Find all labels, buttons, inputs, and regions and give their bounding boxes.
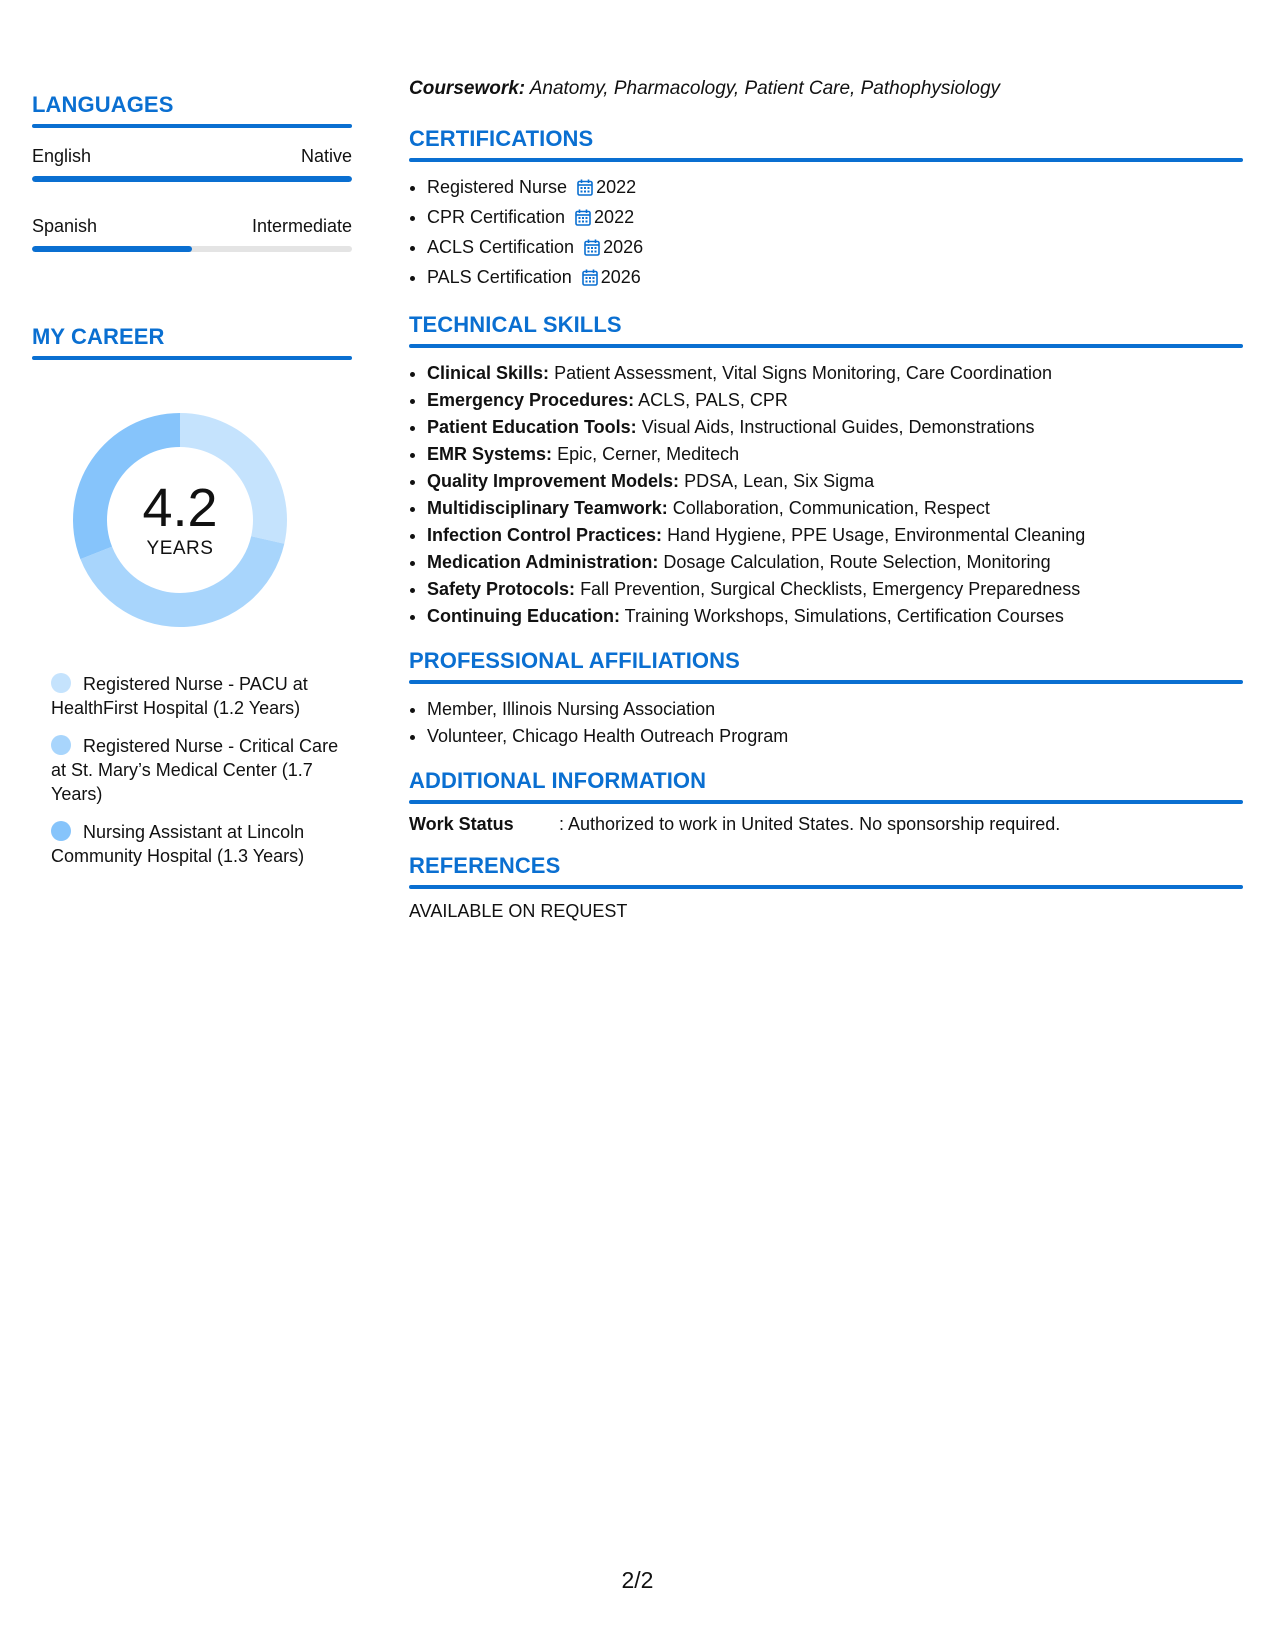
section-divider [409,158,1243,162]
skill-item [427,414,1243,441]
references-section [409,853,1243,922]
career-section [32,324,352,868]
career-total-unit: YEARS [146,538,214,559]
skill-label: Safety Protocols: [427,579,576,599]
section-divider [409,680,1243,684]
work-status-value: : Authorized to work in United States. No sponsorship required. [559,814,1061,834]
section-divider [409,885,1243,889]
skill-item [427,576,1243,603]
certifications-section [409,126,1243,294]
additional-info-section [409,768,1243,835]
skill-item [427,387,1243,414]
skill-item [427,360,1243,387]
legend-dot-icon [51,821,71,841]
certification-item [427,204,1243,234]
skill-item [427,495,1243,522]
language-row [32,216,352,237]
page-number: 2/2 [621,1567,654,1593]
language-item [32,146,352,182]
donut-center [64,404,296,636]
skill-label: Emergency Procedures: [427,390,635,410]
certification-name: ACLS Certification [427,237,575,257]
skill-value: Hand Hygiene, PPE Usage, Environmental Cleaning [667,525,1086,545]
skill-label: Patient Education Tools: [427,417,637,437]
language-proficiency-bar [32,176,352,182]
language-name: English [32,146,92,166]
career-legend-item [51,820,341,868]
calendar-icon [582,267,598,294]
affiliations-list [409,696,1243,750]
certification-name: Registered Nurse [427,177,568,197]
language-name: Spanish [32,216,98,236]
certification-name: CPR Certification [427,207,566,227]
skill-label: EMR Systems: [427,444,553,464]
skill-label: Medication Administration: [427,552,659,572]
coursework-value: Anatomy, Pharmacology, Patient Care, Pathophysiology [529,78,1001,99]
career-total-years: 4.2 [142,478,218,538]
calendar-icon [577,177,593,204]
work-status-label: Work Status [409,814,514,834]
calendar-icon [575,207,591,234]
certification-item [427,264,1243,294]
certification-year: 2026 [600,267,641,287]
skill-value: Visual Aids, Instructional Guides, Demonstrations [641,417,1035,437]
skill-label: Infection Control Practices: [427,525,663,545]
certification-year: 2022 [594,207,635,227]
skill-value: Dosage Calculation, Route Selection, Monitoring [663,552,1051,572]
additional-info-heading: ADDITIONAL INFORMATION [409,768,707,793]
affiliations-heading: PROFESSIONAL AFFILIATIONS [409,648,740,673]
section-divider [32,356,352,360]
certification-name: PALS Certification [427,267,572,287]
right-column [409,78,1243,922]
technical-skills-heading: TECHNICAL SKILLS [409,312,622,337]
certification-year: 2026 [603,237,644,257]
skill-label: Quality Improvement Models: [427,471,680,491]
skill-value: PDSA, Lean, Six Sigma [684,471,875,491]
skill-item [427,441,1243,468]
references-text: AVAILABLE ON REQUEST [409,901,628,921]
skill-item [427,468,1243,495]
certifications-list [409,174,1243,294]
language-level: Native [300,146,352,166]
work-status-row [409,814,1243,835]
legend-dot-icon [51,673,71,693]
languages-list [32,146,352,252]
section-divider [32,124,352,128]
skill-value: Collaboration, Communication, Respect [672,498,990,518]
references-heading: REFERENCES [409,853,561,878]
certification-item [427,174,1243,204]
affiliation-item: • Volunteer, Chicago Health Outreach Program [427,723,1243,750]
career-legend-item [51,672,341,720]
career-heading: MY CAREER [32,324,165,349]
skill-value: Training Workshops, Simulations, Certification Courses [624,606,1064,626]
certification-item [427,234,1243,264]
skill-value: Epic, Cerner, Meditech [557,444,740,464]
certification-year: 2022 [596,177,637,197]
coursework-line [409,78,1243,100]
language-proficiency-fill [32,176,352,182]
career-role-label: Nursing Assistant at Lincoln Community Hospital (1.3 Years) [51,822,305,866]
career-role-label: Registered Nurse - Critical Care at St. Mary’s Medical Center (1.7 Years) [51,736,339,804]
section-divider [409,344,1243,348]
career-role-label: Registered Nurse - PACU at HealthFirst Hospital (1.2 Years) [51,674,308,718]
language-item [32,216,352,252]
language-proficiency-bar [32,246,352,252]
career-legend [51,672,341,868]
affiliations-section [409,648,1243,750]
skill-value: Fall Prevention, Surgical Checklists, Emergency Preparedness [580,579,1081,599]
technical-skills-list [409,360,1243,630]
languages-heading: LANGUAGES [32,92,174,117]
calendar-icon [584,237,600,264]
section-divider [409,800,1243,804]
language-row [32,146,352,167]
skill-label: Continuing Education: [427,606,620,626]
career-legend-item [51,734,341,806]
skill-label: Clinical Skills: [427,363,550,383]
language-proficiency-fill [32,246,192,252]
left-column [32,92,352,882]
affiliation-item: • Member, Illinois Nursing Association [427,696,1243,723]
languages-section [32,92,352,252]
technical-skills-section [409,312,1243,630]
skill-value: ACLS, PALS, CPR [638,390,788,410]
skill-item [427,603,1243,630]
skill-item [427,549,1243,576]
skill-item [427,522,1243,549]
language-level: Intermediate [251,216,352,236]
career-donut-chart [64,404,296,636]
coursework-label: Coursework: [409,78,526,99]
certifications-heading: CERTIFICATIONS [409,126,594,151]
legend-dot-icon [51,735,71,755]
skill-label: Multidisciplinary Teamwork: [427,498,668,518]
skill-value: Patient Assessment, Vital Signs Monitoring, Care Coordination [554,363,1052,383]
